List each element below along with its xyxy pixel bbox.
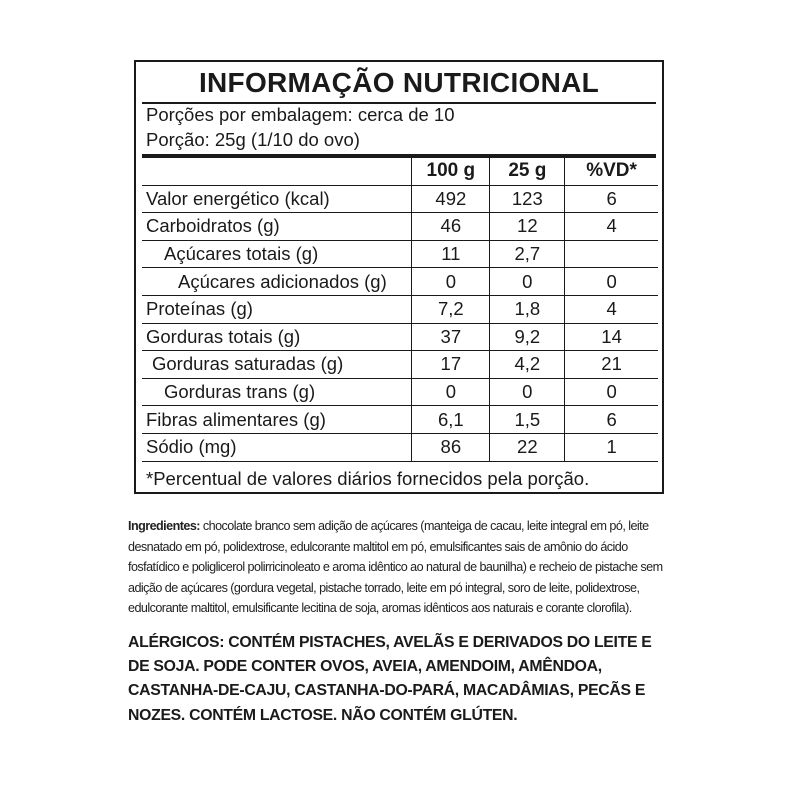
table-row xyxy=(142,378,658,406)
value-25g: 1,8 xyxy=(490,295,565,323)
nutrient-name: Gorduras saturadas (g) xyxy=(142,351,412,379)
value-100g: 0 xyxy=(412,378,490,406)
value-100g: 46 xyxy=(412,213,490,241)
value-vd: 4 xyxy=(565,213,658,241)
value-100g: 17 xyxy=(412,351,490,379)
value-25g: 123 xyxy=(490,185,565,213)
value-100g: 37 xyxy=(412,323,490,351)
value-vd: 6 xyxy=(565,185,658,213)
nutrient-name: Gorduras totais (g) xyxy=(142,323,412,351)
value-100g: 7,2 xyxy=(412,295,490,323)
header-25g: 25 g xyxy=(490,158,565,185)
value-25g: 0 xyxy=(490,268,565,296)
value-25g: 0 xyxy=(490,378,565,406)
nutrient-name: Açúcares totais (g) xyxy=(142,240,412,268)
value-100g: 86 xyxy=(412,433,490,461)
table-row xyxy=(142,295,658,323)
serving-size: Porção: 25g (1/10 do ovo) xyxy=(146,129,360,150)
nutrient-name: Proteínas (g) xyxy=(142,295,412,323)
value-25g: 9,2 xyxy=(490,323,565,351)
nutrient-name: Sódio (mg) xyxy=(142,433,412,461)
label-title: INFORMAÇÃO NUTRICIONAL xyxy=(198,67,600,98)
servings-per-package: Porções por embalagem: cerca de 10 xyxy=(146,104,455,125)
ingredients-label: Ingredientes: xyxy=(128,519,200,533)
table-row xyxy=(142,351,658,379)
value-100g: 11 xyxy=(412,240,490,268)
value-vd xyxy=(565,240,658,268)
table-row xyxy=(142,433,658,461)
header-blank xyxy=(142,158,412,185)
value-vd: 1 xyxy=(565,433,658,461)
nutrient-name: Açúcares adicionados (g) xyxy=(142,268,412,296)
header-100g: 100 g xyxy=(412,158,490,185)
value-vd: 0 xyxy=(565,378,658,406)
table-row xyxy=(142,185,658,213)
value-vd: 6 xyxy=(565,406,658,434)
value-100g: 0 xyxy=(412,268,490,296)
table-row xyxy=(142,323,658,351)
table-row xyxy=(142,406,658,434)
nutrient-name: Valor energético (kcal) xyxy=(142,185,412,213)
header-vd: %VD* xyxy=(565,158,658,185)
value-25g: 2,7 xyxy=(490,240,565,268)
table-header-row xyxy=(142,158,658,185)
value-25g: 4,2 xyxy=(490,351,565,379)
footnote: *Percentual de valores diários fornecidos pela porção. xyxy=(146,468,590,489)
ingredients-text xyxy=(128,516,674,619)
nutrition-table xyxy=(142,158,658,462)
value-100g: 6,1 xyxy=(412,406,490,434)
nutrient-name: Carboidratos (g) xyxy=(142,213,412,241)
value-vd: 21 xyxy=(565,351,658,379)
nutrient-name: Fibras alimentares (g) xyxy=(142,406,412,434)
nutrition-facts-label xyxy=(134,60,664,494)
value-vd: 4 xyxy=(565,295,658,323)
ingredients-list: chocolate branco sem adição de açúcares (manteiga de cacau, leite integral em pó, leite desnatado em pó, polidextrose, edulcorante maltitol em pó, emulsificantes sais de amônio do ácido fosfatídico e poliglicerol polirricinoleato e aroma idêntico ao natural de baunilha) e recheio de pistache sem adição de açúcares (gordura vegetal, pistache torrado, leite em pó integral, soro de leite, polidextrose, edulcorante maltitol, emulsificante lecitina de soja, aromas idênticos aos naturais e corante clorofila). xyxy=(128,519,663,616)
table-row xyxy=(142,213,658,241)
value-25g: 12 xyxy=(490,213,565,241)
table-row xyxy=(142,268,658,296)
value-100g: 492 xyxy=(412,185,490,213)
value-vd: 14 xyxy=(565,323,658,351)
nutrient-name: Gorduras trans (g) xyxy=(142,378,412,406)
table-row xyxy=(142,240,658,268)
value-25g: 1,5 xyxy=(490,406,565,434)
allergens-warning: ALÉRGICOS: CONTÉM PISTACHES, AVELÃS E DERIVADOS DO LEITE E DE SOJA. PODE CONTER OVOS, AVEIA, AMENDOIM, AMÊNDOA, CASTANHA-DE-CAJU, CASTANHA-DO-PARÁ, MACADÂMIAS, PECÃS E NOZES. CONTÉM LACTOSE. NÃO CONTÉM GLÚTEN. xyxy=(128,634,652,724)
value-25g: 22 xyxy=(490,433,565,461)
value-vd: 0 xyxy=(565,268,658,296)
